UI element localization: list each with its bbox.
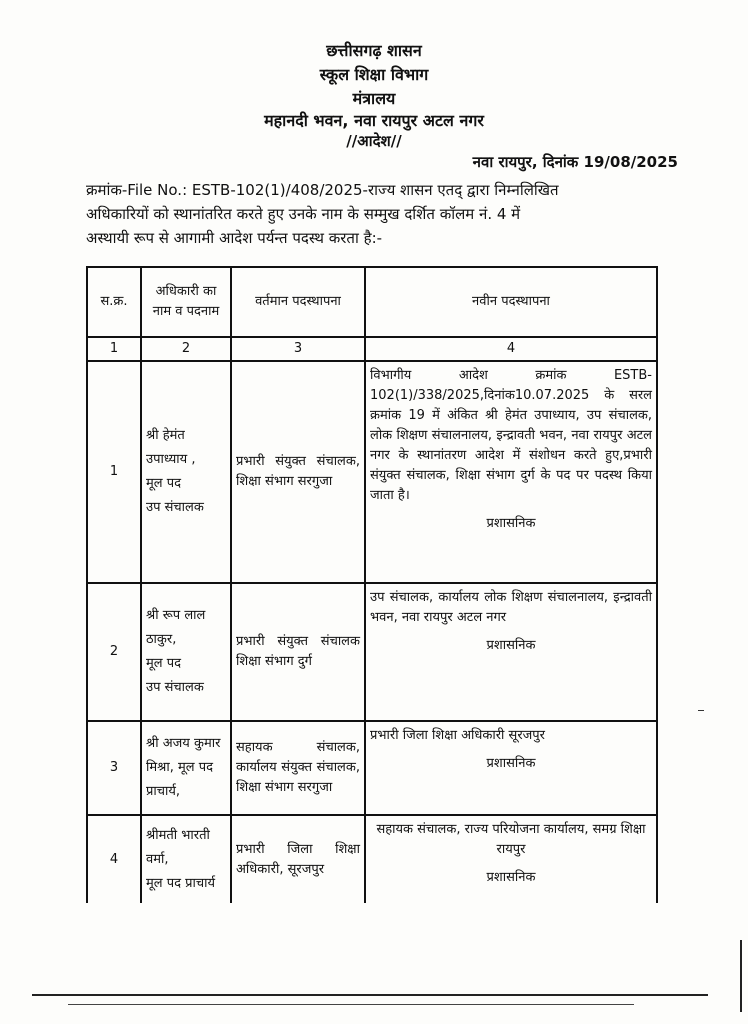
transfer-type: प्रशासनिक (486, 516, 536, 531)
row-current-posting: प्रभारी जिला शिक्षा अधिकारी, सूरजपुर (231, 815, 365, 903)
row-new-posting (365, 721, 657, 815)
header-department: स्कूल शिक्षा विभाग (319, 65, 429, 84)
intro-line-1: क्रमांक-File No.: ESTB-102(1)/408/2025-राज्य शासन एतद् द्वारा निम्नलिखित (86, 181, 559, 199)
name-line: श्रीमती भारती वर्मा, (146, 827, 210, 867)
margin-mark (698, 710, 704, 711)
intro-paragraph (86, 178, 678, 250)
name-line: मूल पद (146, 656, 182, 671)
transfer-type: प्रशासनिक (486, 870, 536, 885)
col-header-new: नवीन पदस्थापना (365, 267, 657, 337)
header-ministry: मंत्रालय (352, 89, 396, 108)
new-posting-text: विभागीय आदेश क्रमांक ESTB-102(1)/338/2025,दिनांक10.07.2025 के सरल क्रमांक 19 में अंकित श्री हेमंत उपाध्याय, उप संचालक, लोक शिक्षण संचालनालय, इन्द्रावती भवन, नवा रायपुर अटल नगर के स्थानांतरण आदेश में संशोधन करते हुए,प्रभारी संयुक्त संचालक, शिक्षा संभाग दुर्ग के पद पर पदस्थ किया जाता है। (370, 368, 652, 503)
row-sno: 3 (87, 721, 141, 815)
row-current-posting: सहायक संचालक, कार्यालय संयुक्त संचालक, शिक्षा संभाग सरगुजा (231, 721, 365, 815)
col-number: 1 (87, 337, 141, 361)
header-address: महानदी भवन, नवा रायपुर अटल नगर (264, 111, 484, 130)
column-number-row (87, 337, 657, 361)
scan-edge-mark (740, 940, 742, 1012)
col-header-name: अधिकारी का नाम व पदनाम (141, 267, 231, 337)
row-sno: 1 (87, 361, 141, 583)
name-line: श्री हेमंत उपाध्याय , (146, 428, 196, 467)
name-line: उप संचालक (146, 680, 204, 695)
row-sno: 2 (87, 583, 141, 721)
header-row (87, 267, 657, 337)
footer-rule (32, 994, 708, 996)
row-new-posting (365, 583, 657, 721)
name-line: श्री अजय कुमार मिश्रा, मूल पद प्राचार्य, (146, 736, 221, 799)
row-current-posting: प्रभारी संयुक्त संचालक शिक्षा संभाग दुर्ग (231, 583, 365, 721)
header-government: छत्तीसगढ़ शासन (326, 41, 422, 60)
new-posting-text: उप संचालक, कार्यालय लोक शिक्षण संचालनालय, इन्द्रावती भवन, नवा रायपुर अटल नगर (370, 590, 652, 625)
col-header-sno: स.क्र. (87, 267, 141, 337)
col-number: 2 (141, 337, 231, 361)
table-row (87, 815, 657, 903)
new-posting-text: प्रभारी जिला शिक्षा अधिकारी सूरजपुर (370, 728, 545, 743)
row-officer-name (141, 583, 231, 721)
table-row (87, 583, 657, 721)
new-posting-text: सहायक संचालक, राज्य परियोजना कार्यालय, समग्र शिक्षा रायपुर (376, 822, 646, 857)
transfer-type: प्रशासनिक (486, 638, 536, 653)
row-sno: 4 (87, 815, 141, 903)
intro-line-2: अधिकारियों को स्थानांतरित करते हुए उनके नाम के सम्मुख दर्शित कॉलम नं. 4 में (86, 205, 521, 223)
header-order-title: //आदेश// (346, 132, 402, 150)
row-new-posting (365, 361, 657, 583)
intro-line-3: अस्थायी रूप से आगामी आदेश पर्यन्त पदस्थ करता है:- (86, 229, 383, 247)
order-date: नवा रायपुर, दिनांक 19/08/2025 (472, 153, 678, 171)
name-line: मूल पद (146, 476, 182, 491)
footer-rule-thin (68, 1004, 634, 1005)
col-number: 3 (231, 337, 365, 361)
table-row (87, 361, 657, 583)
name-line: श्री रूप लाल ठाकुर, (146, 608, 206, 647)
transfer-table (86, 266, 658, 903)
col-header-current: वर्तमान पदस्थापना (231, 267, 365, 337)
name-line: उप संचालक (146, 500, 204, 515)
col-number: 4 (365, 337, 657, 361)
row-current-posting: प्रभारी संयुक्त संचालक, शिक्षा संभाग सरगुजा (231, 361, 365, 583)
row-officer-name (141, 815, 231, 903)
row-new-posting (365, 815, 657, 903)
row-officer-name (141, 721, 231, 815)
transfer-type: प्रशासनिक (486, 756, 536, 771)
table-row (87, 721, 657, 815)
name-line: मूल पद प्राचार्य (146, 875, 216, 891)
row-officer-name (141, 361, 231, 583)
